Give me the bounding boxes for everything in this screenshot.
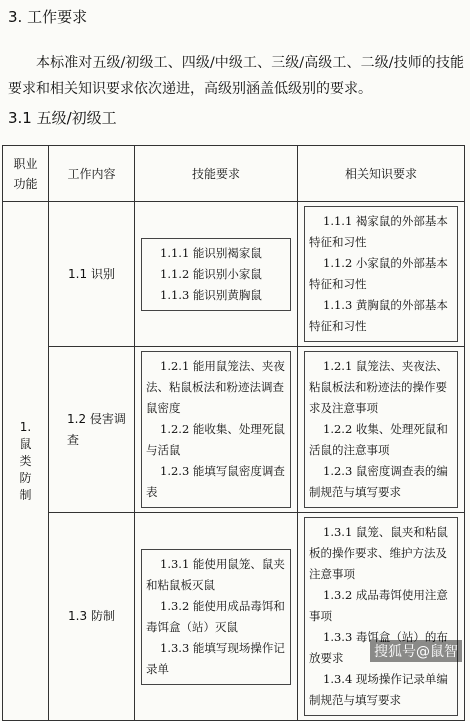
intro-paragraph: 本标准对五级/初级工、四级/中级工、三级/高级工、二级/技师的技能要求和相关知识要求依次递进，高级别涵盖低级别的要求。 bbox=[8, 55, 464, 97]
knowledge-item: 1.2.2 收集、处理死鼠和活鼠的注意事项 bbox=[309, 422, 448, 457]
table-row bbox=[3, 347, 465, 513]
section-heading: 3. 工作要求 bbox=[8, 8, 88, 26]
knowledge-item: 1.1.2 小家鼠的外部基本特征和习性 bbox=[309, 256, 448, 291]
table-header-row bbox=[3, 146, 465, 202]
subsection-heading: 3.1 五级/初级工 bbox=[8, 109, 117, 127]
knowledge-cell bbox=[298, 202, 465, 347]
header-knowledge: 相关知识要求 bbox=[298, 146, 465, 202]
skills-cell bbox=[135, 513, 298, 721]
skills-cell bbox=[135, 202, 298, 347]
table-row bbox=[3, 513, 465, 721]
header-content: 工作内容 bbox=[49, 146, 135, 202]
skill-item: 1.3.1 能使用鼠笼、鼠夹和粘鼠板灭鼠 bbox=[146, 556, 285, 592]
knowledge-item: 1.2.1 鼠笼法、夹夜法、粘鼠板法和粉迹法的操作要求及注意事项 bbox=[309, 359, 448, 415]
knowledge-item: 1.3.3 毒饵盒（站）的布放要求 bbox=[309, 630, 448, 665]
knowledge-item: 1.2.3 鼠密度调查表的编制规范与填写要求 bbox=[309, 464, 448, 499]
skill-item: 1.1.1 能识别褐家鼠 bbox=[160, 245, 262, 260]
knowledge-box bbox=[304, 517, 458, 716]
content-cell: 1.1 识别 bbox=[49, 202, 135, 347]
skills-box bbox=[141, 351, 291, 508]
skill-item: 1.3.3 能填写现场操作记录单 bbox=[146, 640, 285, 676]
knowledge-box bbox=[304, 206, 458, 342]
knowledge-cell bbox=[298, 347, 465, 513]
skills-box bbox=[141, 549, 291, 685]
knowledge-box bbox=[304, 351, 458, 508]
skill-item: 1.1.2 能识别小家鼠 bbox=[160, 266, 262, 281]
knowledge-item: 1.1.1 褐家鼠的外部基本特征和习性 bbox=[309, 214, 448, 249]
content-cell: 1.3 防制 bbox=[49, 513, 135, 721]
skill-item: 1.2.1 能用鼠笼法、夹夜法、粘鼠板法和粉迹法调查鼠密度 bbox=[146, 359, 285, 415]
header-function: 职业功能 bbox=[3, 146, 49, 202]
knowledge-cell bbox=[298, 513, 465, 721]
knowledge-item: 1.3.1 鼠笼、鼠夹和粘鼠板的操作要求、维护方法及注意事项 bbox=[309, 525, 448, 581]
watermark: 搜狐号@鼠智 bbox=[370, 640, 462, 662]
knowledge-item: 1.3.2 成品毒饵使用注意事项 bbox=[309, 588, 448, 623]
content-cell: 1.2 侵害调查 bbox=[49, 347, 135, 513]
function-cell: 1. 鼠类防制 bbox=[3, 202, 49, 721]
knowledge-item: 1.3.4 现场操作记录单编制规范与填写要求 bbox=[309, 672, 448, 707]
table-row bbox=[3, 202, 465, 347]
skill-item: 1.2.3 能填写鼠密度调查表 bbox=[146, 464, 285, 499]
skills-cell bbox=[135, 347, 298, 513]
skill-item: 1.1.3 能识别黄胸鼠 bbox=[160, 287, 262, 302]
skills-box bbox=[141, 238, 291, 311]
header-skills: 技能要求 bbox=[135, 146, 298, 202]
knowledge-item: 1.1.3 黄胸鼠的外部基本特征和习性 bbox=[309, 298, 448, 333]
skill-item: 1.2.2 能收集、处理死鼠与活鼠 bbox=[146, 422, 285, 457]
skill-item: 1.3.2 能使用成品毒饵和毒饵盒（站）灭鼠 bbox=[146, 598, 285, 634]
requirements-table bbox=[2, 145, 465, 721]
